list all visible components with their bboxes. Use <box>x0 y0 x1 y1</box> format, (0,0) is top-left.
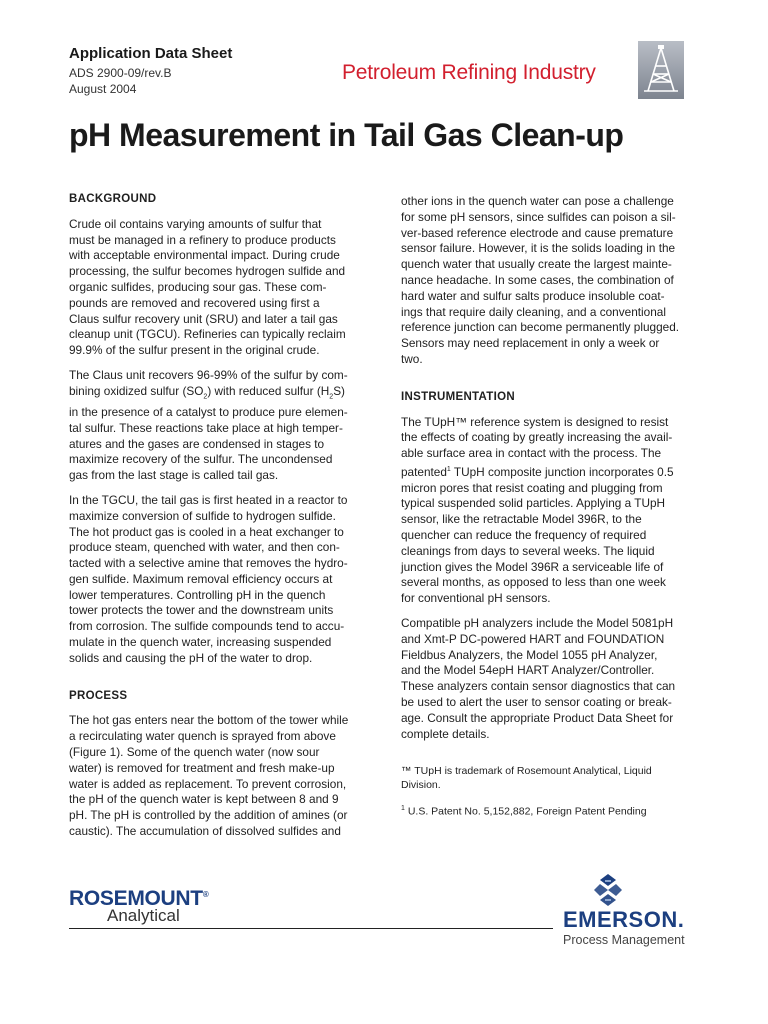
emerson-logo-name: EMERSON. <box>563 907 685 932</box>
instrumentation-paragraph-2: Compatible pH analyzers include the Model 5081pH and Xmt-P DC-powered HART and FOUNDATION Fieldbus Analyzers, the Model 1055 pH Analyzer, and the Model 54epH HART Analyzer/Controller. These analyzers contain sensor diagnostics that can be used to alert the user to sensor coating or break- age. Consult the appropriate Product Data Sheet for complete details. <box>401 616 676 741</box>
patent-footnote <box>401 802 691 819</box>
instrumentation-p1-text-a: The TUpH™ reference system is designed to resist the effects of coating by greatly increasing the avail- able surface area in contact with the process. The patented <box>401 414 673 479</box>
rosemount-logo-sub: Analytical <box>107 906 180 925</box>
background-heading: BACKGROUND <box>69 193 157 205</box>
trademark-footnote: ™ TUpH is trademark of Rosemount Analytical, Liquid Division. <box>401 765 652 792</box>
h2s-subscript: 2 <box>329 393 334 401</box>
instrumentation-p1-text-b: TUpH composite junction incorporates 0.5 micron pores that resist coating and plugging from typical suspended solid particles. Applying a TUpH sensor, like the retractable Model 396R, to the quencher can reduce the frequency of required cleanings from days to several weeks. The liquid junction gives the Model 396R a serviceable life of several months, as opposed to less than one week for conventional pH sensors. <box>401 464 674 606</box>
emerson-globe-icon <box>586 872 630 910</box>
doc-type: Application Data Sheet <box>69 45 233 62</box>
oil-derrick-icon <box>638 41 684 99</box>
background-p2-text-b: ) with reduced sulfur (H <box>207 383 330 398</box>
rosemount-registered-mark: ® <box>202 890 209 899</box>
continuation-paragraph: other ions in the quench water can pose a challenge for some pH sensors, since sulfides can poison a sil- ver-based reference electrode and cause premature sensor failure. However, it is the solids loading in the quench water that usually create the largest mainte- nance headache. In some cases, the combination of hard water and sulfur salts produce insoluble coat- ings that require daily cleaning, and a conventional reference junction can become permanently plugged. Sensors may need replacement in only a week or two. <box>401 194 680 366</box>
instrumentation-paragraph-1 <box>401 415 691 607</box>
background-p2-text-a: The Claus unit recovers 96-99% of the sulfur by com- bining oxidized sulfur (SO <box>69 367 348 398</box>
background-paragraph-2 <box>69 368 359 484</box>
footer-rule <box>69 928 553 929</box>
process-paragraph-1: The hot gas enters near the bottom of the tower while a recirculating water quench is sprayed from above (Figure 1). Some of the quench water (now sour water) is removed for treatment and fresh make-up water is added as replacement. To prevent corrosion, the pH of the quench water is kept between 8 and 9 pH. The pH is controlled by the addition of amines (or caustic). The accumulation of dissolved sulfides and <box>69 713 349 839</box>
instrumentation-heading: INSTRUMENTATION <box>401 390 515 403</box>
industry-label: Petroleum Refining Industry <box>342 61 596 84</box>
background-paragraph-1: Crude oil contains varying amounts of sulfur that must be managed in a refinery to produce products with acceptable environmental impact. During crude processing, the sulfur becomes hydrogen sulfide and organic sulfides, producing sour gas. These com- pounds are removed and recovered using first a Claus sulfur recovery unit (SRU) and later a tail gas cleanup unit (TGCU). Refineries can typically reclaim 99.9% of the sulfur present in the original crude. <box>69 216 346 358</box>
left-column <box>69 192 359 849</box>
patent-footnote-mark: 1 <box>401 805 405 813</box>
background-p2-text-c: S) in the presence of a catalyst to produce pure elemen- tal sulfur. These reactions take place at high temper- atures and the gases are condensed in stages to maximize recovery of the sulfur. The uncondensed gas from the last stage is called tail gas. <box>69 383 348 483</box>
emerson-logo-sub: Process Management <box>563 933 685 947</box>
right-column <box>401 194 691 829</box>
patent-superscript: 1 <box>446 465 451 473</box>
so2-subscript: 2 <box>203 393 208 401</box>
process-heading: PROCESS <box>69 689 128 702</box>
rosemount-name-text: ROSEMOUNT <box>69 887 203 910</box>
patent-footnote-text: U.S. Patent No. 5,152,882, Foreign Patent Pending <box>404 805 647 818</box>
page-title: pH Measurement in Tail Gas Clean-up <box>69 117 624 153</box>
doc-date: August 2004 <box>69 82 137 96</box>
background-paragraph-3: In the TGCU, the tail gas is first heated in a reactor to maximize conversion of sulfide to hydrogen sulfide. The hot product gas is cooled in a heat exchanger to produce steam, quenched with water, and then con- tacted with a selective amine that removes the hydro- gen sulfide. Maximum removal efficiency occurs at lower temperatures. Controlling pH in the quench tower protects the tower and the downstream units from corrosion. The sulfide compounds tend to accu- mulate in the quench water, increasing suspended solids and causing the pH of the water to drop. <box>69 492 348 665</box>
doc-number: ADS 2900-09/rev.B <box>69 66 172 80</box>
